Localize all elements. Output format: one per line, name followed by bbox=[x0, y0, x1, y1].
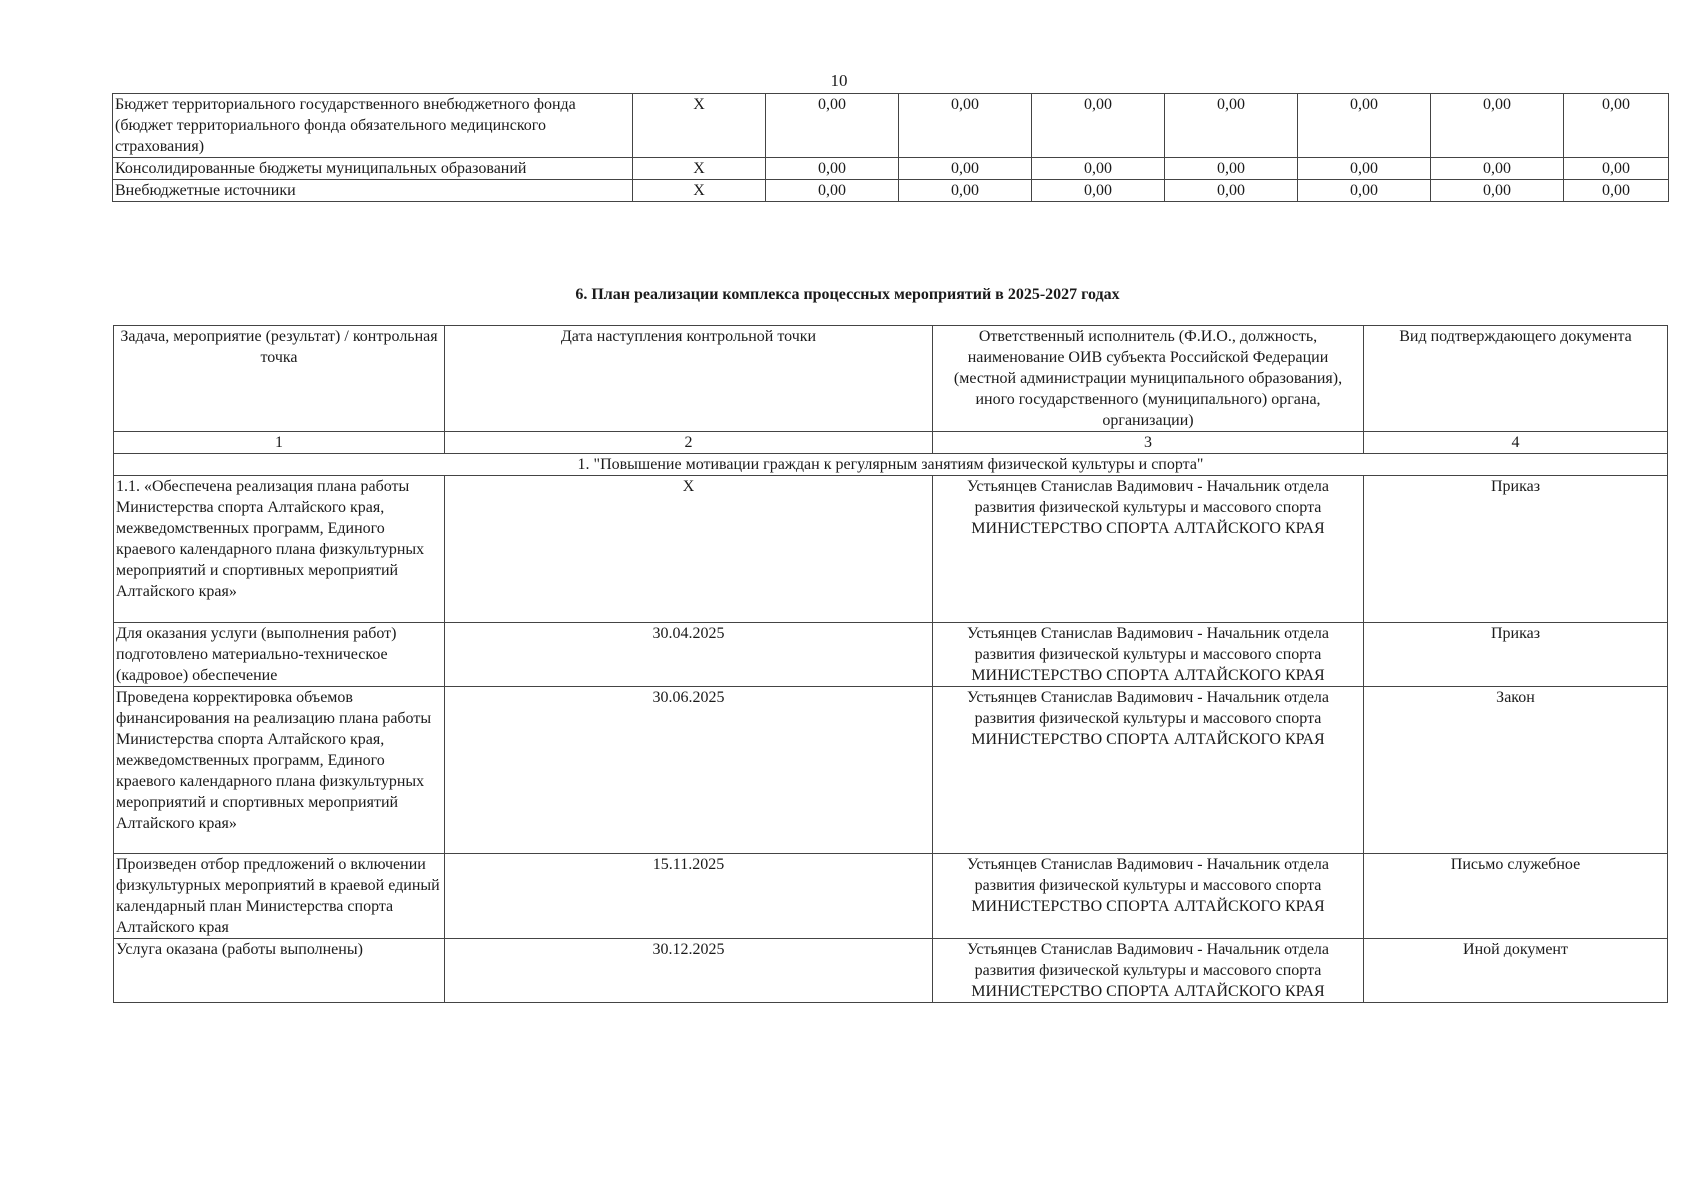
funding-mark: X bbox=[633, 180, 766, 202]
funding-value: 0,00 bbox=[1298, 158, 1431, 180]
funding-mark: X bbox=[633, 158, 766, 180]
plan-table bbox=[113, 325, 1668, 1003]
group-title: 1. "Повышение мотивации граждан к регулярным занятиям физической культуры и спорта" bbox=[114, 454, 1668, 476]
column-header: Дата наступления контрольной точки bbox=[445, 326, 933, 432]
table-row bbox=[114, 687, 1668, 854]
task-cell: Проведена корректировка объемов финансирования на реализацию плана работы Министерства спорта Алтайского края, межведомственных программ, Единого краевого календарного плана физкультурных мероприятий и спортивных мероприятий Алтайского края» bbox=[114, 687, 445, 854]
executor-cell: Устьянцев Станислав Вадимович - Начальник отдела развития физической культуры и массового спорта МИНИСТЕРСТВО СПОРТА АЛТАЙСКОГО КРАЯ bbox=[933, 687, 1364, 854]
funding-row bbox=[113, 94, 1669, 158]
table-row bbox=[114, 623, 1668, 687]
date-cell: 30.12.2025 bbox=[445, 939, 933, 1003]
funding-value: 0,00 bbox=[1032, 158, 1165, 180]
funding-source: Бюджет территориального государственного внебюджетного фонда (бюджет территориального фонда обязательного медицинского страхования) bbox=[113, 94, 633, 158]
executor-cell: Устьянцев Станислав Вадимович - Начальник отдела развития физической культуры и массового спорта МИНИСТЕРСТВО СПОРТА АЛТАЙСКОГО КРАЯ bbox=[933, 623, 1364, 687]
funding-source: Внебюджетные источники bbox=[113, 180, 633, 202]
funding-value: 0,00 bbox=[1032, 94, 1165, 158]
date-cell: 15.11.2025 bbox=[445, 854, 933, 939]
funding-row bbox=[113, 158, 1669, 180]
funding-value: 0,00 bbox=[766, 158, 899, 180]
document-cell: Приказ bbox=[1364, 623, 1668, 687]
funding-value: 0,00 bbox=[1165, 158, 1298, 180]
funding-value: 0,00 bbox=[899, 180, 1032, 202]
page-number: 10 bbox=[830, 71, 848, 90]
table-header-row bbox=[114, 326, 1668, 432]
funding-value: 0,00 bbox=[1431, 158, 1564, 180]
column-header: Задача, мероприятие (результат) / контрольная точка bbox=[114, 326, 445, 432]
funding-value: 0,00 bbox=[1298, 180, 1431, 202]
document-cell: Приказ bbox=[1364, 476, 1668, 623]
funding-value: 0,00 bbox=[899, 94, 1032, 158]
column-number: 4 bbox=[1364, 432, 1668, 454]
document-cell: Письмо служебное bbox=[1364, 854, 1668, 939]
task-cell: Услуга оказана (работы выполнены) bbox=[114, 939, 445, 1003]
executor-cell: Устьянцев Станислав Вадимович - Начальник отдела развития физической культуры и массового спорта МИНИСТЕРСТВО СПОРТА АЛТАЙСКОГО КРАЯ bbox=[933, 476, 1364, 623]
funding-value: 0,00 bbox=[1564, 94, 1669, 158]
funding-value: 0,00 bbox=[1298, 94, 1431, 158]
table-row bbox=[114, 476, 1668, 623]
funding-value: 0,00 bbox=[1165, 180, 1298, 202]
document-cell: Иной документ bbox=[1364, 939, 1668, 1003]
column-number: 3 bbox=[933, 432, 1364, 454]
funding-table bbox=[112, 93, 1669, 202]
column-header: Ответственный исполнитель (Ф.И.О., должность, наименование ОИВ субъекта Российской Федерации (местной администрации муниципального образования), иного государственного (муниципального) органа, организации) bbox=[933, 326, 1364, 432]
task-cell: Для оказания услуги (выполнения работ) подготовлено материально-техническое (кадровое) обеспечение bbox=[114, 623, 445, 687]
funding-value: 0,00 bbox=[1431, 94, 1564, 158]
section-title: 6. План реализации комплекса процессных мероприятий в 2025-2027 годах bbox=[575, 286, 1120, 303]
column-number: 1 bbox=[114, 432, 445, 454]
funding-source: Консолидированные бюджеты муниципальных образований bbox=[113, 158, 633, 180]
column-number: 2 bbox=[445, 432, 933, 454]
funding-value: 0,00 bbox=[766, 94, 899, 158]
funding-value: 0,00 bbox=[1032, 180, 1165, 202]
funding-row bbox=[113, 180, 1669, 202]
funding-value: 0,00 bbox=[766, 180, 899, 202]
column-number-row bbox=[114, 432, 1668, 454]
funding-value: 0,00 bbox=[899, 158, 1032, 180]
date-cell: X bbox=[445, 476, 933, 623]
column-header: Вид подтверждающего документа bbox=[1364, 326, 1668, 432]
executor-cell: Устьянцев Станислав Вадимович - Начальник отдела развития физической культуры и массового спорта МИНИСТЕРСТВО СПОРТА АЛТАЙСКОГО КРАЯ bbox=[933, 939, 1364, 1003]
task-cell: Произведен отбор предложений о включении физкультурных мероприятий в краевой единый календарный план Министерства спорта Алтайского края bbox=[114, 854, 445, 939]
group-row bbox=[114, 454, 1668, 476]
funding-value: 0,00 bbox=[1165, 94, 1298, 158]
date-cell: 30.04.2025 bbox=[445, 623, 933, 687]
executor-cell: Устьянцев Станислав Вадимович - Начальник отдела развития физической культуры и массового спорта МИНИСТЕРСТВО СПОРТА АЛТАЙСКОГО КРАЯ bbox=[933, 854, 1364, 939]
funding-mark: X bbox=[633, 94, 766, 158]
funding-value: 0,00 bbox=[1564, 158, 1669, 180]
table-row bbox=[114, 854, 1668, 939]
task-cell: 1.1. «Обеспечена реализация плана работы Министерства спорта Алтайского края, межведомственных программ, Единого краевого календарного плана физкультурных мероприятий и спортивных мероприятий Алтайского края» bbox=[114, 476, 445, 623]
date-cell: 30.06.2025 bbox=[445, 687, 933, 854]
table-row bbox=[114, 939, 1668, 1003]
funding-value: 0,00 bbox=[1431, 180, 1564, 202]
document-cell: Закон bbox=[1364, 687, 1668, 854]
funding-value: 0,00 bbox=[1564, 180, 1669, 202]
